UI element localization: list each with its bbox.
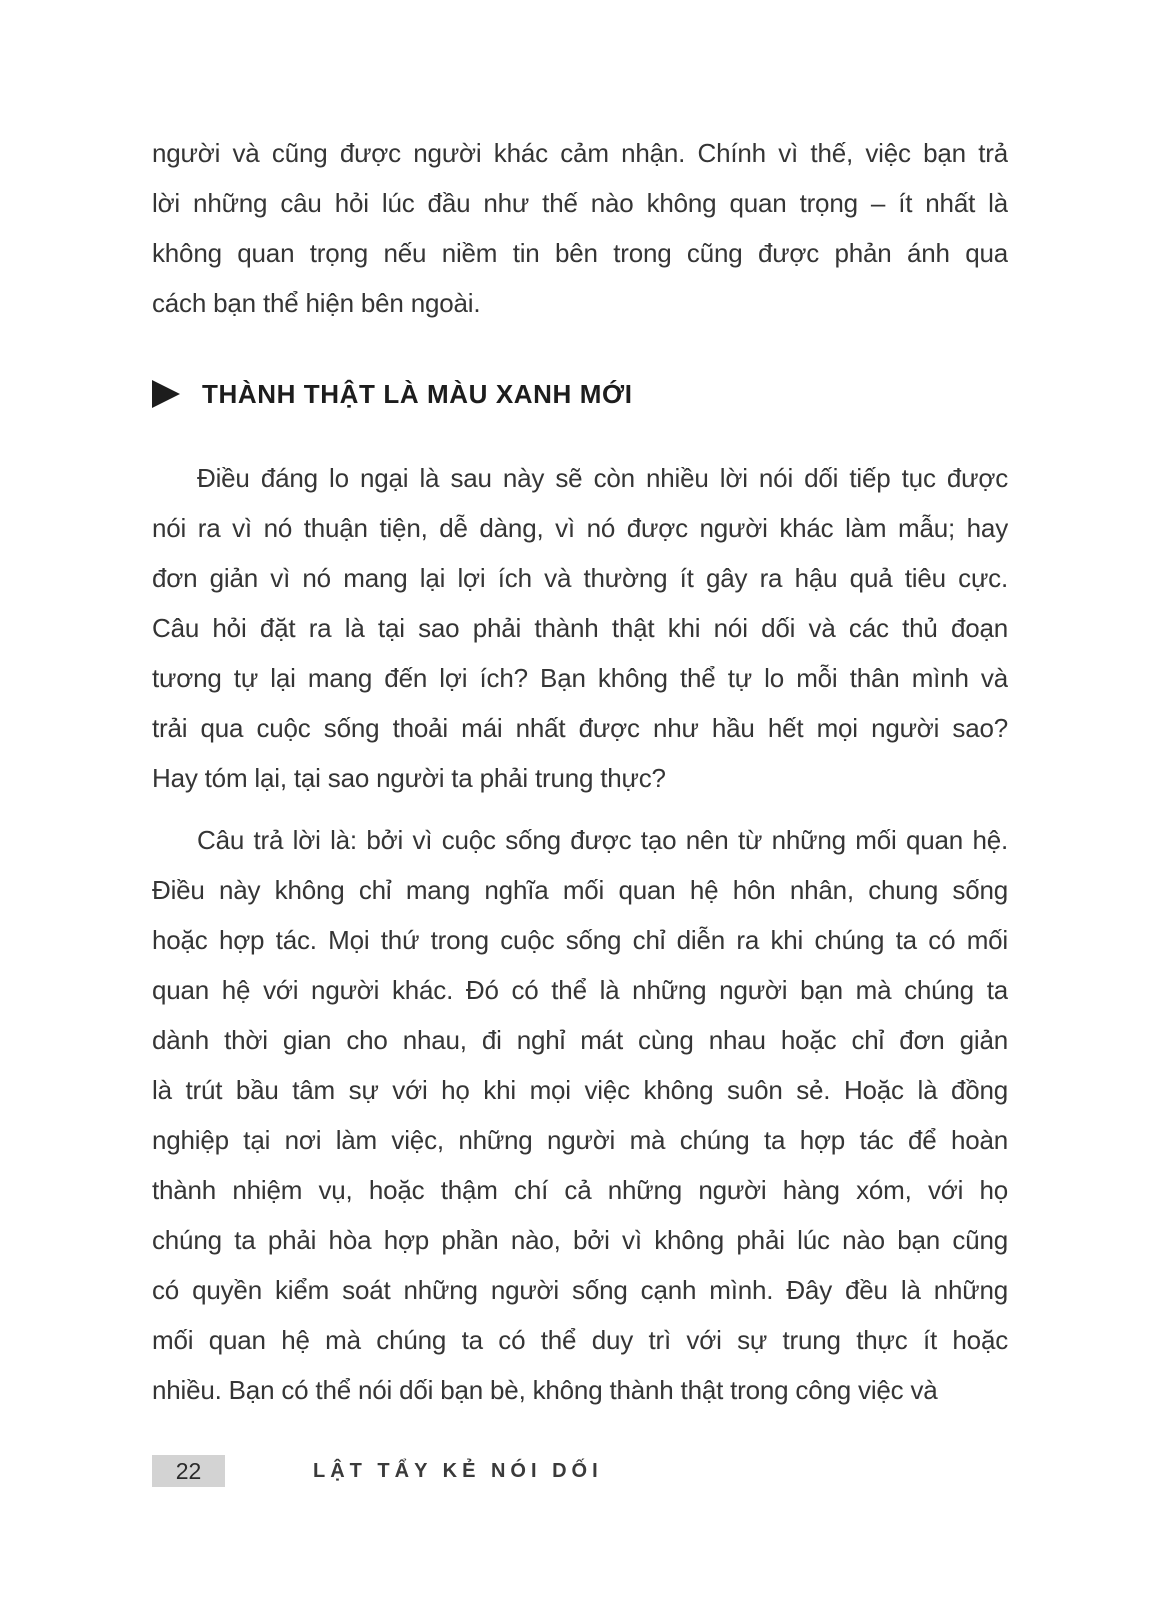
text-line: cách bạn thể hiện bên ngoài. [152,288,481,318]
body-paragraph [152,128,1008,328]
page-number: 22 [175,1457,202,1484]
text-line: Câu hỏi đặt ra là tại sao phải thành thật khi nói dối và các thủ đoạn [152,613,1008,643]
text-line: lời những câu hỏi lúc đầu như thế nào không quan trọng – ít nhất là [152,188,1008,218]
text-line: có quyền kiểm soát những người sống cạnh mình. Đây đều là những [152,1275,1008,1305]
text-line: Điều đáng lo ngại là sau này sẽ còn nhiều lời nói dối tiếp tục được [197,463,1008,493]
triangle-right-icon [152,380,180,408]
text-line: nghiệp tại nơi làm việc, những người mà chúng ta hợp tác để hoàn [152,1125,1008,1155]
page-number-badge [152,1455,225,1487]
text-line: Điều này không chỉ mang nghĩa mối quan hệ hôn nhân, chung sống [152,875,1008,905]
text-line: quan hệ với người khác. Đó có thể là những người bạn mà chúng ta [152,975,1008,1005]
text-line: thành nhiệm vụ, hoặc thậm chí cả những người hàng xóm, với họ [152,1175,1008,1205]
running-title: LẬT TẨY KẺ NÓI DỐI [313,1459,603,1482]
text-line: đơn giản vì nó mang lại lợi ích và thường ít gây ra hậu quả tiêu cực. [152,563,1008,593]
text-line: người và cũng được người khác cảm nhận. Chính vì thế, việc bạn trả [152,138,1008,168]
body-paragraph [152,453,1008,803]
text-line: là trút bầu tâm sự với họ khi mọi việc không suôn sẻ. Hoặc là đồng [152,1075,1008,1105]
text-line: Câu trả lời là: bởi vì cuộc sống được tạo nên từ những mối quan hệ. [197,825,1008,855]
text-line: hoặc hợp tác. Mọi thứ trong cuộc sống chỉ diễn ra khi chúng ta có mối [152,925,1008,955]
text-line: nói ra vì nó thuận tiện, dễ dàng, vì nó được người khác làm mẫu; hay [152,513,1008,543]
text-line: Hay tóm lại, tại sao người ta phải trung thực? [152,763,666,793]
text-line: chúng ta phải hòa hợp phần nào, bởi vì không phải lúc nào bạn cũng [152,1225,1008,1255]
text-line: trải qua cuộc sống thoải mái nhất được như hầu hết mọi người sao? [152,713,1008,743]
body-paragraph [152,815,1008,1415]
text-line: mối quan hệ mà chúng ta có thể duy trì với sự trung thực ít hoặc [152,1325,1008,1355]
text-line: tương tự lại mang đến lợi ích? Bạn không thể tự lo mỗi thân mình và [152,663,1008,693]
page-footer [152,1455,603,1487]
text-line: dành thời gian cho nhau, đi nghỉ mát cùng nhau hoặc chỉ đơn giản [152,1025,1008,1055]
section-heading [152,373,1008,415]
section-heading-text: THÀNH THẬT LÀ MÀU XANH MỚI [202,378,633,409]
text-line: nhiều. Bạn có thể nói dối bạn bè, không thành thật trong công việc và [152,1375,938,1405]
page-body [152,128,1008,1415]
text-line: không quan trọng nếu niềm tin bên trong cũng được phản ánh qua [152,238,1008,268]
